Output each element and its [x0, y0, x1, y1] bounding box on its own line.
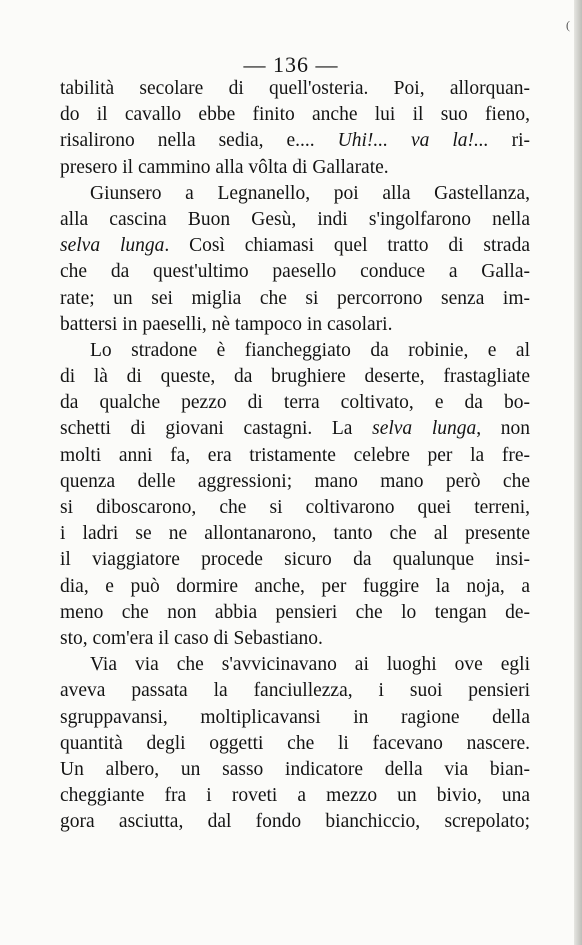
text-line: cheggiante fra i roveti a mezzo un bivio, una	[60, 785, 530, 807]
text-line: di là di queste, da brughiere deserte, frastagliate	[60, 366, 530, 388]
page-edge-shadow	[574, 0, 582, 945]
paragraph-2	[60, 181, 530, 338]
text-line: da qualche pezzo di terra coltivato, e da bo-	[60, 392, 530, 414]
text-line: selva lunga. Così chiamasi quel tratto di strada	[60, 235, 530, 257]
body-text	[60, 76, 530, 835]
page-number: — 136 —	[243, 52, 339, 77]
text-line: alla cascina Buon Gesù, indi s'ingolfarono nella	[60, 208, 530, 230]
text-line: rate; un sei miglia che si percorrono senza im-	[60, 287, 530, 309]
text-line: Lo stradone è fiancheggiato da robinie, e al	[90, 339, 530, 361]
paragraph-1	[60, 76, 530, 181]
text-line: presero il cammino alla vôlta di Gallarate.	[60, 156, 389, 178]
text-line: battersi in paeselli, nè tampoco in casolari.	[60, 313, 393, 335]
text-line: dia, e può dormire anche, per fuggire la noja, a	[60, 575, 530, 597]
margin-mark: (	[566, 18, 570, 32]
text-line: sgruppavansi, moltiplicavansi in ragione della	[60, 706, 530, 728]
text-line: Un albero, un sasso indicatore della via bian-	[60, 758, 530, 780]
text-line: Via via che s'avvicinavano ai luoghi ove egli	[90, 654, 530, 676]
text-line: si diboscarono, che si coltivarono quei terreni,	[60, 497, 530, 518]
text-line: Giunsero a Legnanello, poi alla Gastellanza,	[90, 182, 530, 204]
paragraph-3	[60, 338, 530, 652]
text-line: i ladri se ne allontanarono, tanto che al presente	[60, 523, 530, 545]
text-line: meno che non abbia pensieri che lo tengan de-	[60, 601, 530, 623]
text-line: schetti di giovani castagni. La selva lunga, non	[60, 418, 531, 440]
text-line: quantità degli oggetti che li facevano nascere.	[60, 732, 530, 754]
text-line: gora asciutta, dal fondo bianchiccio, screpolato;	[60, 811, 530, 833]
text-line: tabilità secolare di quell'osteria. Poi, allorquan-	[60, 78, 530, 99]
text-line: che da quest'ultimo paesello conduce a Galla-	[60, 261, 530, 283]
text-line: risalirono nella sedia, e.... Uhi!... va la!... ri-	[60, 130, 531, 152]
text-line: do il cavallo ebbe finito anche lui il suo fieno,	[60, 104, 530, 126]
text-line: molti anni fa, era tristamente celebre per la fre-	[60, 444, 530, 466]
text-line: quenza delle aggressioni; mano mano però che	[60, 470, 530, 492]
text-line: sto, com'era il caso di Sebastiano.	[60, 627, 323, 649]
text-line: il viaggiatore procede sicuro da qualunque insi-	[60, 549, 530, 571]
text-line: aveva passata la fanciullezza, i suoi pensieri	[60, 680, 530, 702]
paragraph-4	[60, 652, 530, 835]
